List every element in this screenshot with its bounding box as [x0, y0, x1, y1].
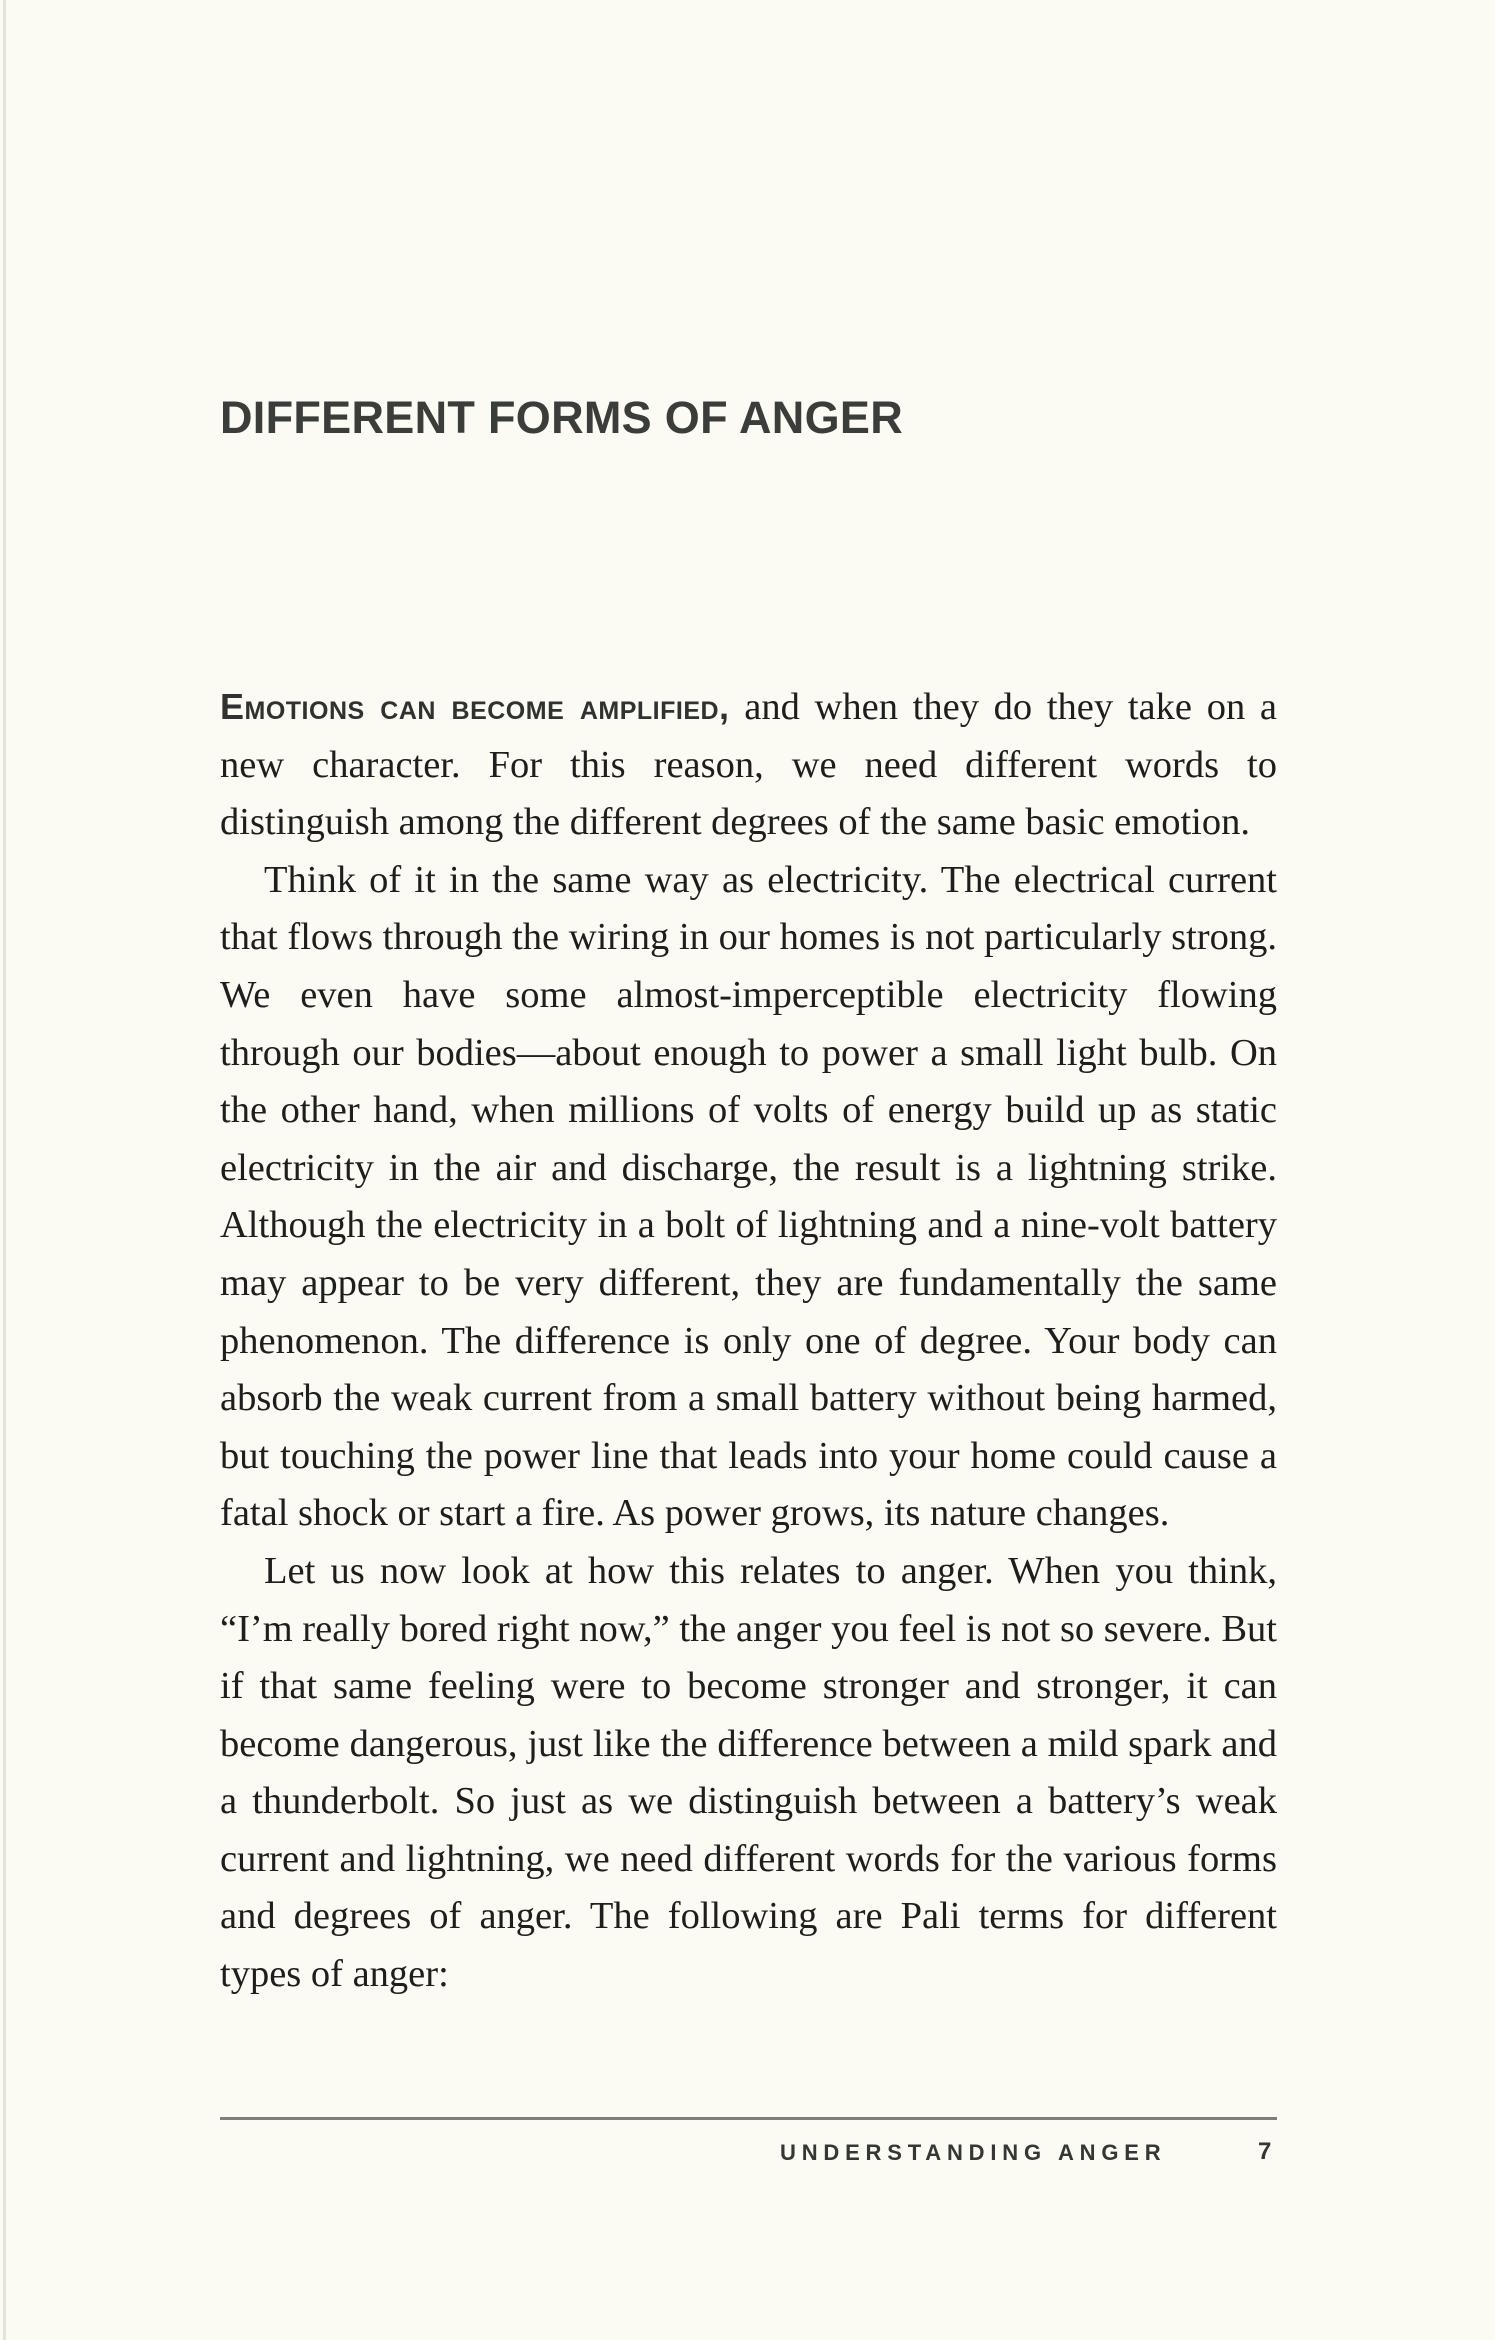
running-footer-title: UNDERSTANDING ANGER	[780, 2140, 1167, 2165]
footer-rule	[220, 2117, 1277, 2120]
paragraph-2: Think of it in the same way as electricity. The electrical current that flows through the wiring in our homes is not particularly strong. We even have some almost-imperceptible electricity flowing through our bodies—about enough to power a small light bulb. On the other hand, when millions of volts of energy build up as static electricity in the air and discharge, the result is a lightning strike. Although the electricity in a bolt of lightning and a nine-volt battery may appear to be very different, they are fundamentally the same phenomenon. The difference is only one of degree. Your body can absorb the weak current from a small battery without being harmed, but touching the power line that leads into your home could cause a fatal shock or start a fire. As power grows, its nature changes.	[220, 858, 1277, 1535]
section-heading: DIFFERENT FORMS OF ANGER	[220, 392, 904, 443]
paragraph-1	[220, 678, 1277, 852]
lead-in-small-caps: Emotions can become amplified,	[220, 686, 730, 727]
page-number: 7	[1258, 2138, 1272, 2165]
paragraph-1-text: and when they do they take on a new character. For this reason, we need different words to distinguish among the different degrees of the same basic emotion.	[220, 686, 1277, 844]
body-text	[220, 678, 1277, 2004]
page-edge-line	[3, 0, 6, 2340]
paragraph-3: Let us now look at how this relates to anger. When you think, “I’m really bored right now,” the anger you feel is not so severe. But if that same feeling were to become stronger and stronger, it can become dangerous, just like the difference between a mild spark and a thunderbolt. So just as we distinguish between a battery’s weak current and lightning, we need different words for the various forms and degrees of anger. The following are Pali terms for different types of anger:	[220, 1549, 1277, 1996]
